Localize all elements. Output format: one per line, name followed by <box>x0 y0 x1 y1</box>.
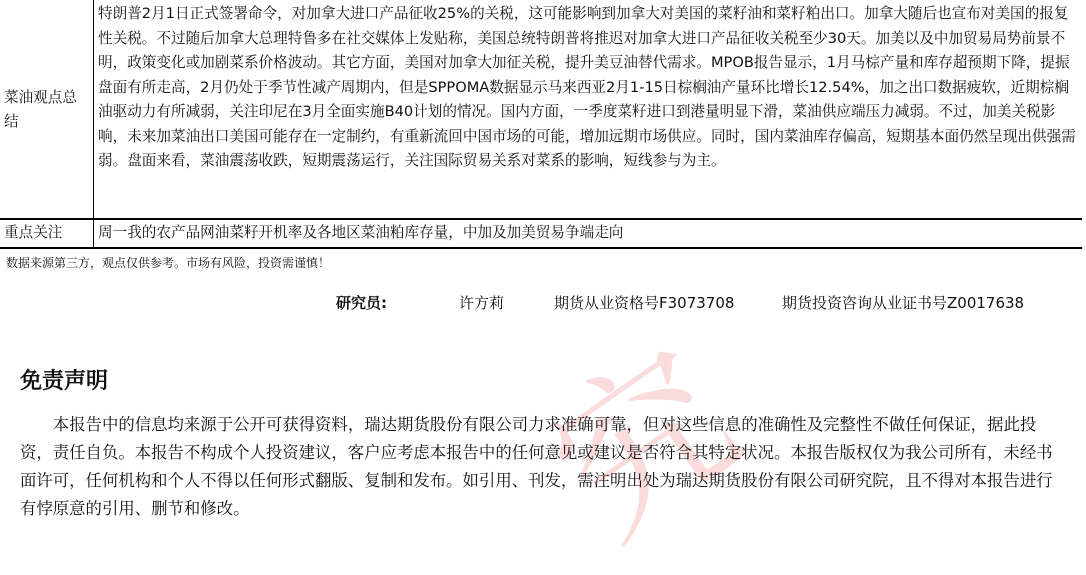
summary-text: 特朗普2月1日正式签署命令，对加拿大进口产品征收25%的关税，这可能影响到加拿大对美国的菜籽油和菜籽粕出口。加拿大随后也宣布对美国的报复性关税。不过随后加拿大总理特鲁多在社交媒体上发贴称，美国总统特朗普将推迟对加拿大进口产品征收关税至少30天。加美以及中加贸易局势前景不明，政策变化或加剧菜系价格波动。其它方面，美国对加拿大加征关税，提升美豆油替代需求。MPOB报告显示，1月马棕产量和库存超预期下降，提振盘面有所走高，2月仍处于季节性减产周期内，但是SPPOMA数据显示马来西亚2月1-15日棕榈油产量环比增长12.54%，加之出口数据疲软，近期棕榈油驱动力有所减弱，关注印尼在3月全面实施B40计划的情况。国内方面，一季度菜籽进口到港量明显下滑，菜油供应端压力减弱。不过，加美关税影响，未来加菜油出口美国可能存在一定制约，有重新流回中国市场的可能，增加远期市场供应。同时，国内菜油库存偏高，短期基本面仍然呈现出供强需弱。盘面来看，菜油震荡收跌，短期震荡运行，关注国际贸易关系对菜系的影响，短线参与为主。 <box>94 0 1083 219</box>
focus-text: 周一我的农产品网油菜籽开机率及各地区菜油粕库存量，中加及加美贸易争端走向 <box>94 219 1083 248</box>
summary-label: 菜油观点总结 <box>0 0 94 219</box>
table-row-focus <box>0 219 1082 248</box>
focus-label: 重点关注 <box>0 219 94 248</box>
researcher-name: 许方莉 <box>459 294 505 312</box>
researcher-label: 研究员: <box>336 294 387 312</box>
researcher-consulting-cert: 期货投资咨询从业证书号Z0017638 <box>782 294 1025 312</box>
watermark-text: 究 <box>518 315 772 575</box>
disclaimer-title: 免责声明 <box>20 369 109 394</box>
disclaimer-body: 本报告中的信息均来源于公开可获得资料，瑞达期货股份有限公司力求准确可靠，但对这些信息的准确性及完整性不做任何保证，据此投资，责任自负。本报告不构成个人投资建议，客户应考虑本报告中的任何意见或建议是否符合其特定状况。本报告版权仅为我公司所有，未经书面许可，任何机构和个人不得以任何形式翻版、复制和发布。如引用、刊发，需注明出处为瑞达期货股份有限公司研究院，且不得对本报告进行有悖原意的引用、删节和修改。 <box>20 415 1053 518</box>
table-row-summary <box>0 0 1082 219</box>
analysis-table <box>0 0 1082 249</box>
researcher-futures-cert: 期货从业资格号F3073708 <box>554 294 735 312</box>
source-note: 数据来源第三方，观点仅供参考。市场有风险，投资需谨慎！ <box>6 256 331 270</box>
